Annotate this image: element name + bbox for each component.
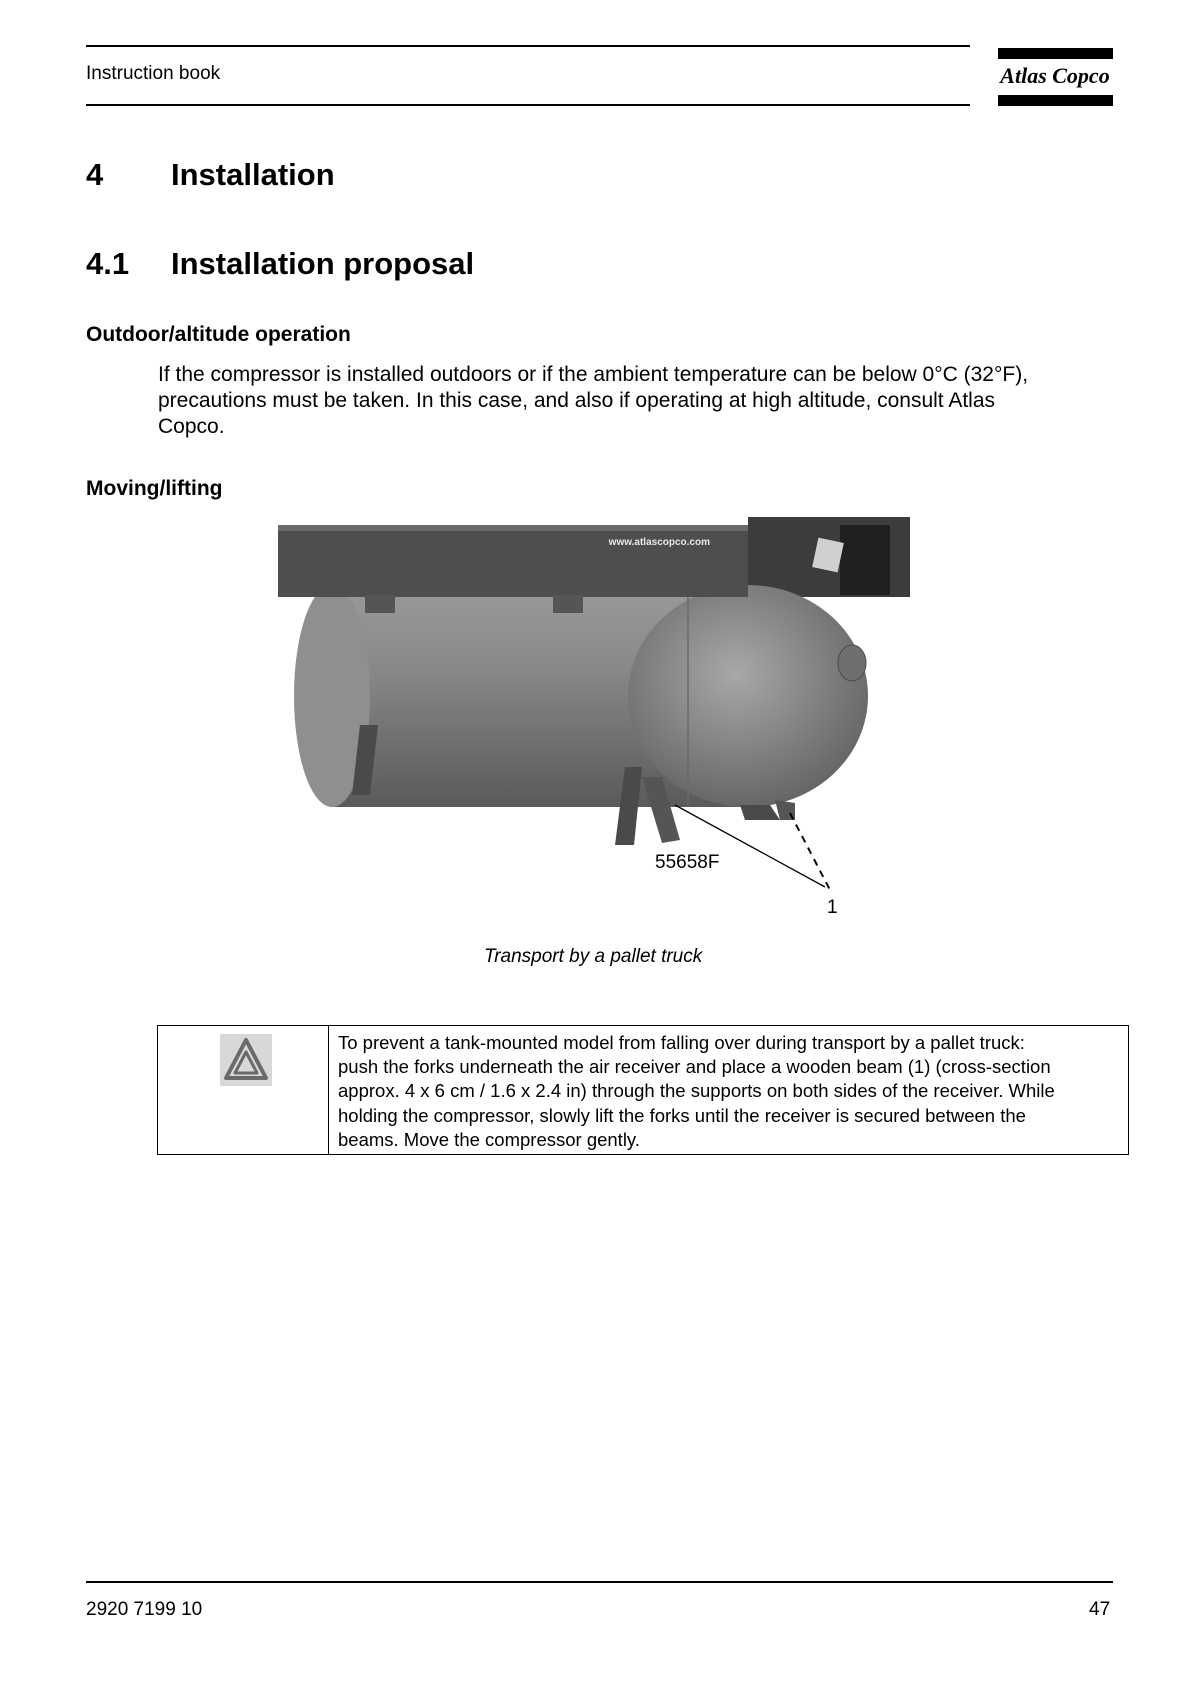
- svg-text:55658F: 55658F: [655, 852, 720, 873]
- compressor-figure: [270, 515, 920, 925]
- section-number: 4.1: [86, 246, 130, 281]
- chapter-title: Installation: [171, 157, 335, 192]
- warning-box: [157, 1025, 1129, 1155]
- svg-text:www.atlascopco.com: www.atlascopco.com: [608, 537, 710, 548]
- warning-line: approx. 4 x 6 cm / 1.6 x 2.4 in) through the supports on both sides of the receiver. While: [338, 1080, 1055, 1102]
- warning-line: To prevent a tank-mounted model from falling over during transport by a pallet truck:: [338, 1032, 1025, 1053]
- warning-line: push the forks underneath the air receiver and place a wooden beam (1) (cross-section: [338, 1056, 1051, 1078]
- atlas-copco-logo: [998, 48, 1113, 106]
- outdoor-line: If the compressor is installed outdoors or if the ambient temperature can be below 0°C (32°F),: [158, 363, 1029, 386]
- warning-box-divider: [328, 1026, 329, 1154]
- moving-heading: Moving/lifting: [86, 477, 223, 500]
- outdoor-paragraph: [158, 362, 1098, 440]
- header-bottom-rule: [86, 104, 970, 106]
- svg-text:Atlas Copco: Atlas Copco: [1000, 63, 1110, 88]
- outdoor-heading: Outdoor/altitude operation: [86, 323, 351, 346]
- header-title: Instruction book: [86, 63, 221, 84]
- footer-rule: [86, 1581, 1113, 1583]
- warning-triangle-icon: [220, 1034, 272, 1086]
- warning-line: holding the compressor, slowly lift the forks until the receiver is secured between the: [338, 1104, 1026, 1126]
- figure-caption: Transport by a pallet truck: [484, 946, 703, 967]
- warning-text: [338, 1031, 1123, 1152]
- svg-text:1: 1: [827, 897, 838, 918]
- chapter-number: 4: [86, 157, 104, 192]
- outdoor-line: precautions must be taken. In this case, and also if operating at high altitude, consult Atlas: [158, 389, 996, 412]
- document-number: 2920 7199 10: [86, 1599, 203, 1620]
- page-number: 47: [1089, 1599, 1111, 1620]
- outdoor-line: Copco.: [158, 415, 225, 438]
- warning-line: beams. Move the compressor gently.: [338, 1128, 640, 1150]
- header-top-rule: [86, 45, 970, 47]
- section-title: Installation proposal: [171, 246, 475, 281]
